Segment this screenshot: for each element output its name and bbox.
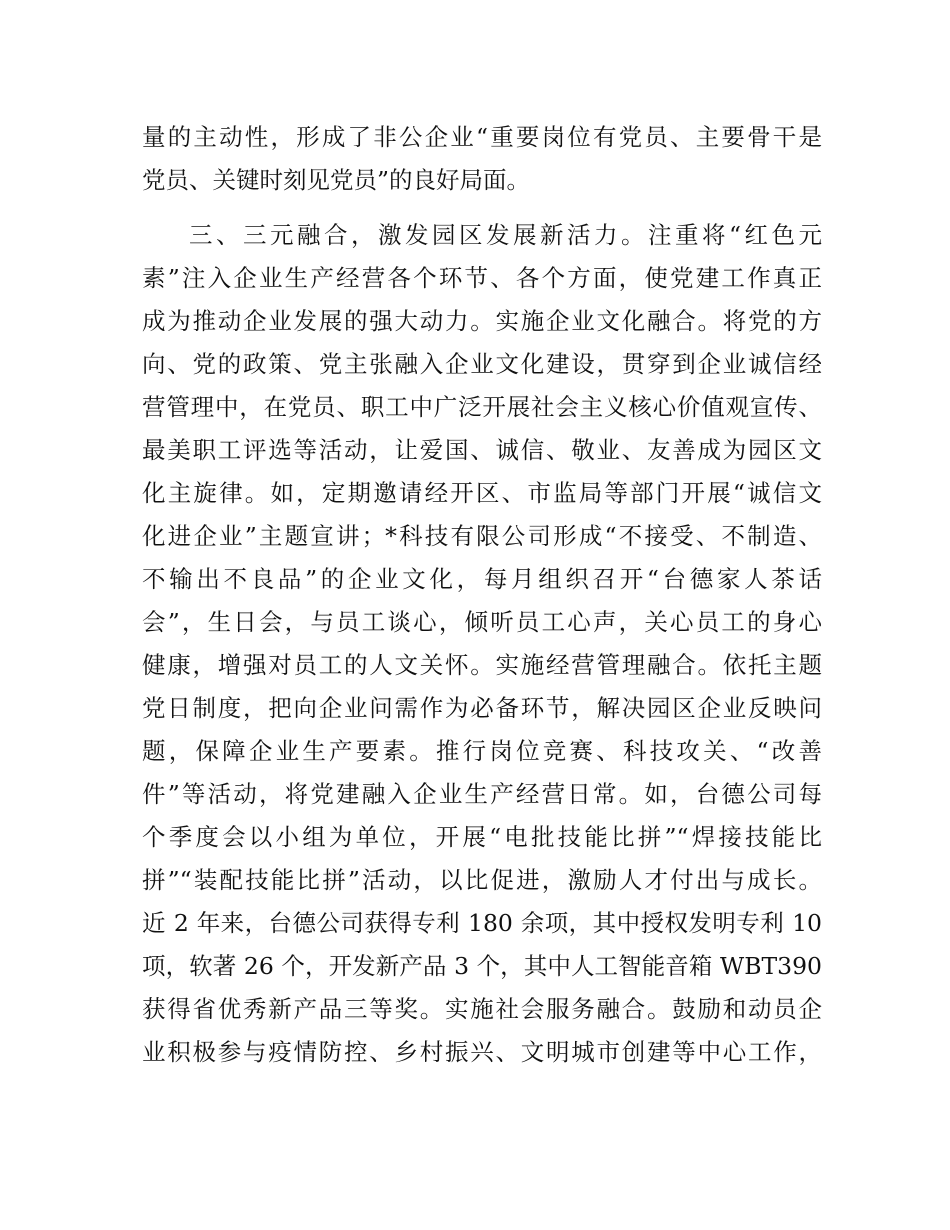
text-line: 近 2 年来，台德公司获得专利 180 余项，其中授权发明专利 10 (142, 909, 822, 937)
text-line: 项，软著 26 个，开发新产品 3 个，其中人工智能音箱 WBT390 (142, 952, 822, 980)
text-line: 健康，增强对员工的人文关怀。实施经营管理融合。依托主题 (142, 651, 822, 679)
text-line: 素”注入企业生产经营各个环节、各个方面，使党建工作真正 (142, 264, 822, 292)
text-line: 业积极参与疫情防控、乡村振兴、文明城市创建等中心工作， (142, 1038, 822, 1066)
text-line: 最美职工评选等活动，让爱国、诚信、敬业、友善成为园区文 (142, 436, 822, 464)
text-line: 获得省优秀新产品三等奖。实施社会服务融合。鼓励和动员企 (142, 995, 822, 1023)
text-line: 党日制度，把向企业问需作为必备环节，解决园区企业反映问 (142, 694, 822, 722)
paragraph-2 (142, 214, 822, 1074)
text-line: 个季度会以小组为单位，开展“电批技能比拼”“焊接技能比 (142, 823, 822, 851)
text-line: 拼”“装配技能比拼”活动，以比促进，激励人才付出与成长。 (142, 866, 822, 894)
text-line: 向、党的政策、党主张融入企业文化建设，贯穿到企业诚信经 (142, 350, 822, 378)
text-line: 不输出不良品”的企业文化，每月组织召开“台德家人茶话 (142, 565, 822, 593)
text-line: 三、三元融合，激发园区发展新活力。注重将“红色元 (189, 221, 822, 249)
text-line: 量的主动性，形成了非公企业“重要岗位有党员、主要骨干是 (142, 123, 822, 151)
text-line: 党员、关键时刻见党员”的良好局面。 (142, 166, 531, 194)
body-text (142, 116, 822, 1074)
text-line: 题，保障企业生产要素。推行岗位竞赛、科技攻关、“改善 (142, 737, 822, 765)
text-line: 成为推动企业发展的强大动力。实施企业文化融合。将党的方 (142, 307, 822, 335)
paragraph-1 (142, 116, 822, 202)
text-line: 件”等活动，将党建融入企业生产经营日常。如，台德公司每 (142, 780, 822, 808)
paragraph-spacing (142, 202, 822, 214)
text-line: 化主旋律。如，定期邀请经开区、市监局等部门开展“诚信文 (142, 479, 822, 507)
text-line: 营管理中，在党员、职工中广泛开展社会主义核心价值观宣传、 (142, 393, 822, 421)
text-line: 化进企业”主题宣讲；*科技有限公司形成“不接受、不制造、 (142, 522, 822, 550)
text-line: 会”，生日会，与员工谈心，倾听员工心声，关心员工的身心 (142, 608, 822, 636)
